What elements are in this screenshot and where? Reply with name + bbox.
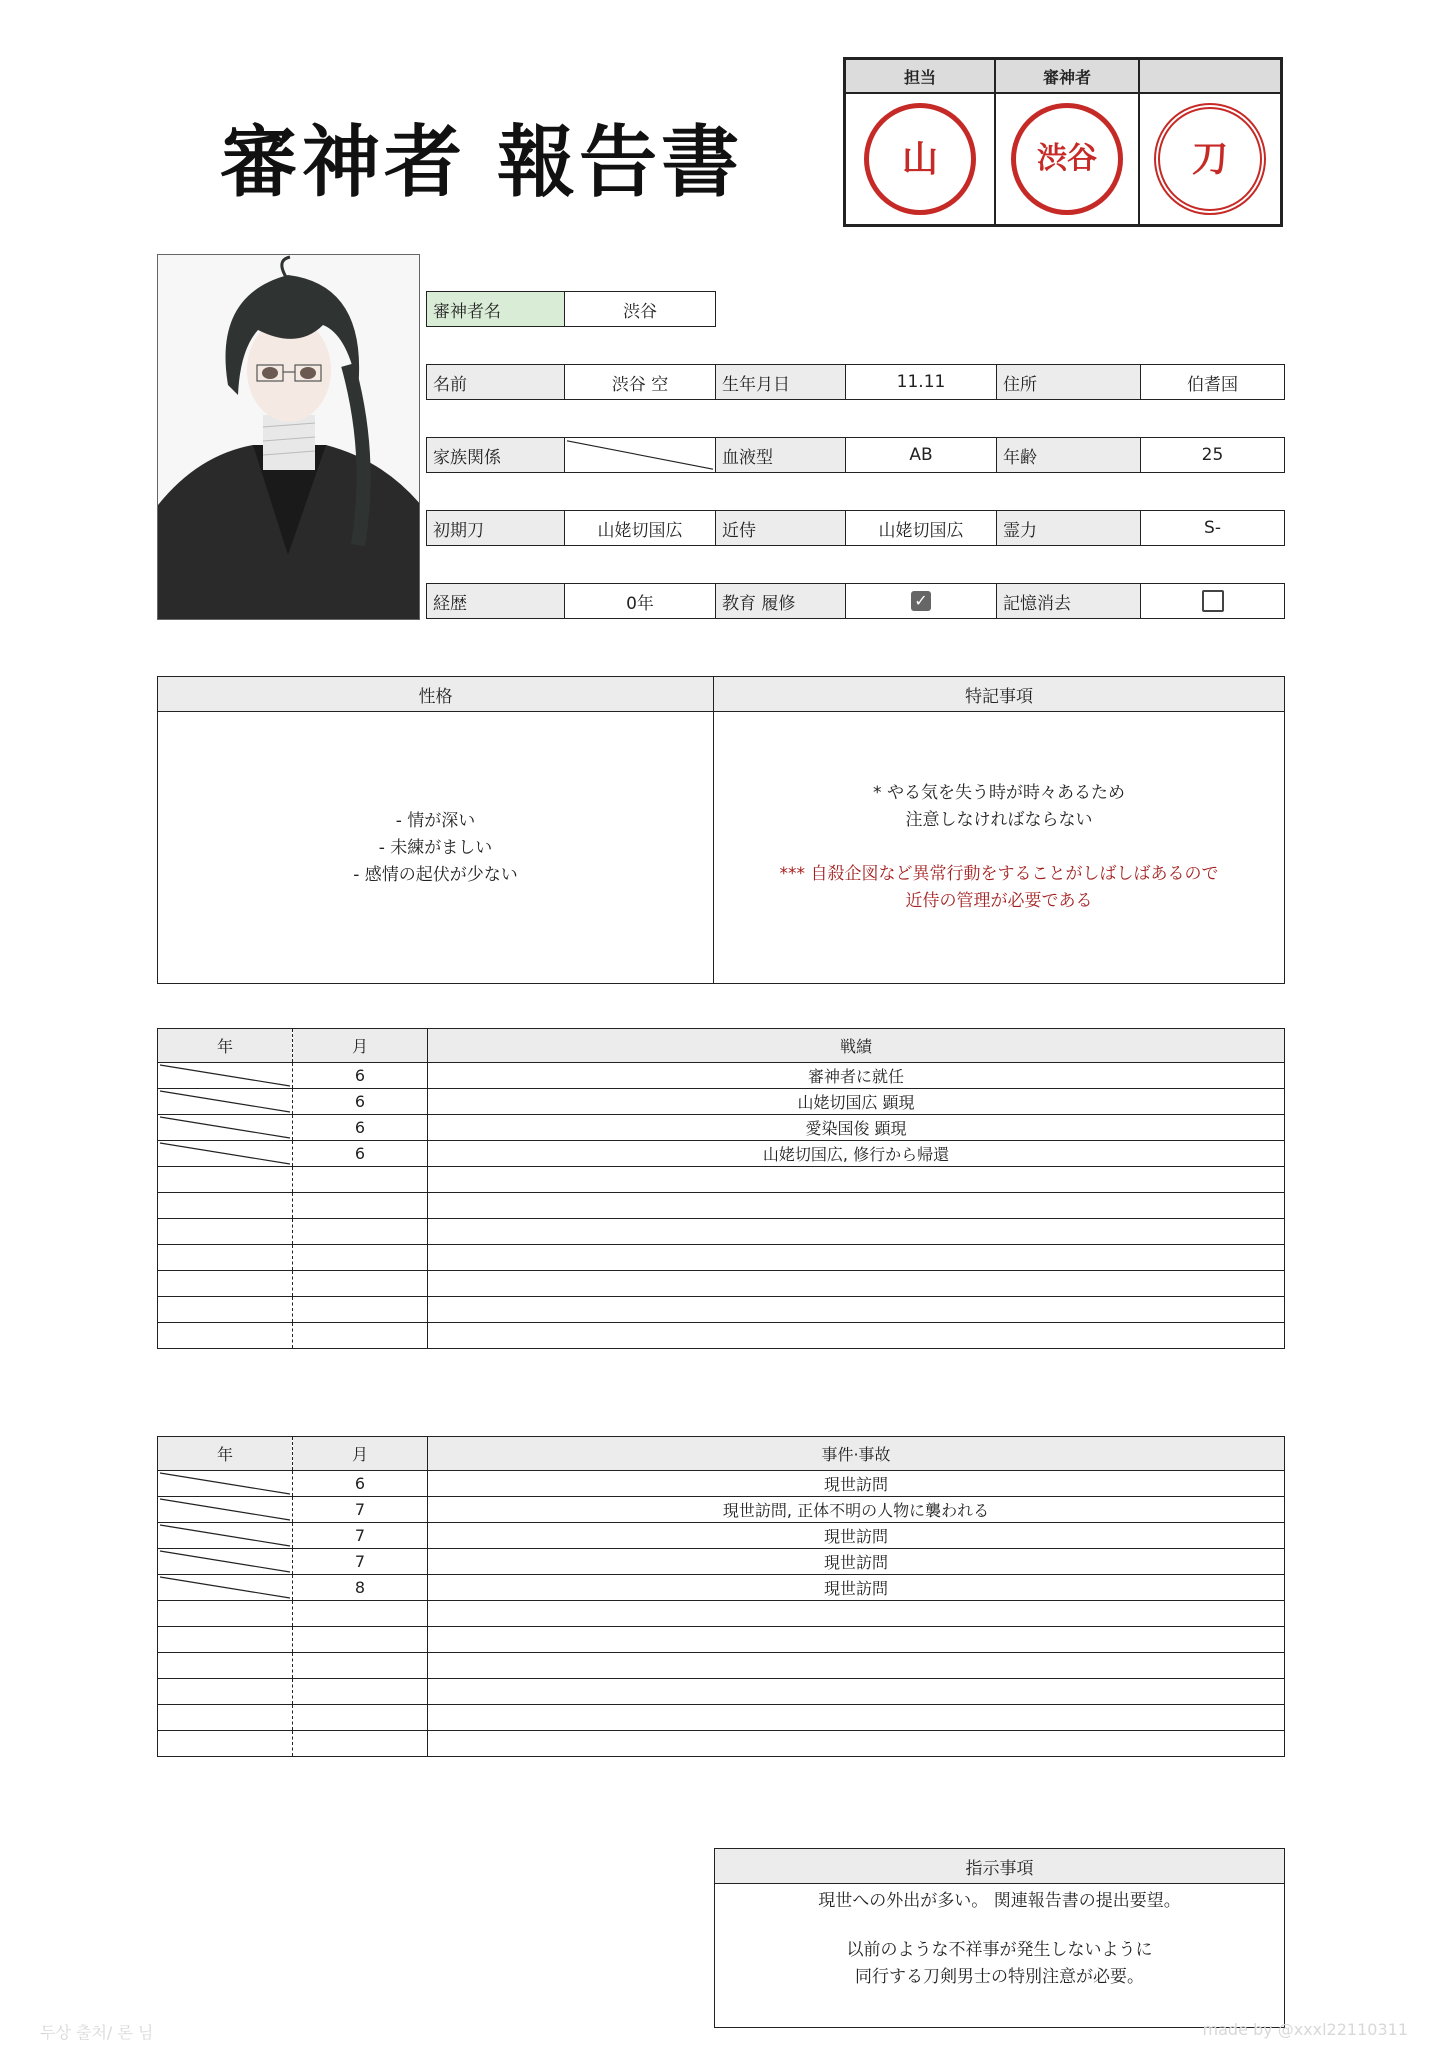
- blood-type-value: AB: [845, 437, 997, 473]
- spirit-power-value: S-: [1140, 510, 1285, 546]
- month-cell: 6: [293, 1115, 428, 1141]
- month-cell: 7: [293, 1549, 428, 1575]
- year-cell: [158, 1731, 293, 1757]
- approval-stamp-box: [843, 57, 1283, 227]
- empty-table-row: [158, 1245, 1285, 1271]
- footer-credit-left: 두상 출처/ 론 님: [40, 2023, 154, 2042]
- name-value: 渋谷 空: [564, 364, 716, 400]
- name-label: 名前: [426, 364, 565, 400]
- instruction-line: 現世への外出が多い。 関連報告書の提出要望。: [818, 1891, 1181, 1911]
- month-cell: [293, 1219, 428, 1245]
- page-title: 審神者 報告書: [220, 117, 744, 208]
- memory-erase-checkbox-cell: [1140, 583, 1285, 619]
- year-cell: [158, 1219, 293, 1245]
- year-cell-slashed: [158, 1575, 293, 1601]
- empty-table-row: [158, 1219, 1285, 1245]
- seal-saniwa: [996, 94, 1140, 224]
- empty-table-row: [158, 1297, 1285, 1323]
- table-row: [158, 1063, 1285, 1089]
- family-value-slashed: [564, 437, 716, 473]
- family-label: 家族関係: [426, 437, 565, 473]
- personality-section: [158, 677, 714, 983]
- year-cell: [158, 1167, 293, 1193]
- note-line: * やる気を失う時が時々あるため: [873, 783, 1125, 803]
- address-label: 住所: [996, 364, 1141, 400]
- year-cell: [158, 1245, 293, 1271]
- month-cell: [293, 1653, 428, 1679]
- note-warning-line: 近侍の管理が必要である: [905, 891, 1093, 911]
- empty-table-row: [158, 1679, 1285, 1705]
- spirit-power-label: 霊力: [996, 510, 1141, 546]
- table-row: [158, 1549, 1285, 1575]
- month-cell: [293, 1679, 428, 1705]
- instructions-box: [714, 1848, 1285, 2028]
- event-cell: 愛染国俊 顕現: [428, 1115, 1285, 1141]
- saniwa-name-value: 渋谷: [564, 291, 716, 327]
- month-cell: 6: [293, 1471, 428, 1497]
- month-cell: 6: [293, 1089, 428, 1115]
- year-header: 年: [158, 1029, 293, 1063]
- month-cell: [293, 1323, 428, 1349]
- incidents-table: [157, 1436, 1285, 1757]
- achievements-header: 戦績: [428, 1029, 1285, 1063]
- event-cell: [428, 1271, 1285, 1297]
- special-notes-text: [714, 780, 1284, 915]
- event-cell: [428, 1297, 1285, 1323]
- event-cell: 山姥切国広, 修行から帰還: [428, 1141, 1285, 1167]
- table-row: [158, 1497, 1285, 1523]
- instruction-line: 同行する刀剣男士の特別注意が必要。: [855, 1967, 1144, 1987]
- year-cell: [158, 1653, 293, 1679]
- event-cell: 現世訪問: [428, 1471, 1285, 1497]
- personality-line: - 感情の起伏が少ない: [353, 865, 518, 885]
- blood-type-label: 血液型: [715, 437, 846, 473]
- year-cell: [158, 1323, 293, 1349]
- event-cell: 山姥切国広 顕現: [428, 1089, 1285, 1115]
- event-cell: 審神者に就任: [428, 1063, 1285, 1089]
- event-cell: [428, 1323, 1285, 1349]
- event-cell: [428, 1653, 1285, 1679]
- month-cell: [293, 1297, 428, 1323]
- personality-header: 性格: [158, 677, 713, 712]
- incidents-header: 事件·事故: [428, 1437, 1285, 1471]
- personality-text: [158, 808, 713, 889]
- instruction-line: 以前のような不祥事が発生しないように: [846, 1940, 1153, 1960]
- portrait-image: [157, 254, 420, 620]
- event-cell: [428, 1193, 1285, 1219]
- year-cell: [158, 1193, 293, 1219]
- year-cell: [158, 1601, 293, 1627]
- event-cell: 現世訪問: [428, 1575, 1285, 1601]
- education-label: 教育 履修: [715, 583, 846, 619]
- birthday-label: 生年月日: [715, 364, 846, 400]
- event-cell: 現世訪問: [428, 1523, 1285, 1549]
- month-cell: 8: [293, 1575, 428, 1601]
- personality-notes-box: [157, 676, 1285, 984]
- seal-third: [1140, 94, 1280, 224]
- event-cell: 現世訪問, 正体不明の人物に襲われる: [428, 1497, 1285, 1523]
- education-checkbox-cell: [845, 583, 997, 619]
- year-cell: [158, 1297, 293, 1323]
- year-cell-slashed: [158, 1141, 293, 1167]
- special-notes-header: 特記事項: [714, 677, 1284, 712]
- month-cell: 7: [293, 1497, 428, 1523]
- personality-line: - 未練がましい: [378, 838, 493, 858]
- year-cell: [158, 1271, 293, 1297]
- empty-table-row: [158, 1705, 1285, 1731]
- career-value: 0年: [564, 583, 716, 619]
- event-cell: [428, 1167, 1285, 1193]
- empty-table-row: [158, 1627, 1285, 1653]
- approval-header-blank: [1140, 60, 1280, 94]
- table-row: [158, 1471, 1285, 1497]
- empty-table-row: [158, 1323, 1285, 1349]
- event-cell: 現世訪問: [428, 1549, 1285, 1575]
- event-cell: [428, 1705, 1285, 1731]
- month-header: 月: [293, 1029, 428, 1063]
- event-cell: [428, 1627, 1285, 1653]
- education-checkbox[interactable]: ✓: [911, 591, 931, 611]
- saniwa-name-label: 審神者名: [426, 291, 565, 327]
- seal-sword-icon: 刀: [1154, 103, 1266, 215]
- birthday-value: 11.11: [845, 364, 997, 400]
- address-value: 伯耆国: [1140, 364, 1285, 400]
- month-cell: [293, 1731, 428, 1757]
- month-cell: 7: [293, 1523, 428, 1549]
- approval-header-tanto: 担当: [846, 60, 996, 94]
- instructions-text: [715, 1888, 1284, 1991]
- seal-mountain-icon: ⼭: [864, 103, 976, 215]
- approval-header-saniwa: 審神者: [996, 60, 1140, 94]
- initial-sword-value: 山姥切国広: [564, 510, 716, 546]
- event-cell: [428, 1245, 1285, 1271]
- year-cell-slashed: [158, 1089, 293, 1115]
- note-line: 注意しなければならない: [905, 810, 1093, 830]
- month-cell: [293, 1271, 428, 1297]
- month-header: 月: [293, 1437, 428, 1471]
- table-row: [158, 1089, 1285, 1115]
- month-cell: 6: [293, 1141, 428, 1167]
- empty-table-row: [158, 1193, 1285, 1219]
- month-cell: [293, 1705, 428, 1731]
- kinji-label: 近侍: [715, 510, 846, 546]
- personality-line: - 情が深い: [395, 811, 476, 831]
- year-cell: [158, 1679, 293, 1705]
- year-cell-slashed: [158, 1497, 293, 1523]
- month-cell: 6: [293, 1063, 428, 1089]
- month-cell: [293, 1627, 428, 1653]
- age-label: 年齢: [996, 437, 1141, 473]
- special-notes-section: [714, 677, 1284, 983]
- table-row: [158, 1141, 1285, 1167]
- empty-table-row: [158, 1271, 1285, 1297]
- year-cell: [158, 1627, 293, 1653]
- year-cell-slashed: [158, 1471, 293, 1497]
- career-label: 経歴: [426, 583, 565, 619]
- year-cell-slashed: [158, 1063, 293, 1089]
- empty-table-row: [158, 1167, 1285, 1193]
- year-cell-slashed: [158, 1549, 293, 1575]
- month-cell: [293, 1601, 428, 1627]
- event-cell: [428, 1731, 1285, 1757]
- table-row: [158, 1115, 1285, 1141]
- seal-shibuya-icon: 渋谷: [1011, 103, 1123, 215]
- note-warning-line: *** 自殺企図など異常行動をすることがしばしばあるので: [779, 864, 1219, 884]
- event-cell: [428, 1219, 1285, 1245]
- character-portrait-icon: [158, 255, 420, 620]
- month-cell: [293, 1245, 428, 1271]
- initial-sword-label: 初期刀: [426, 510, 565, 546]
- month-cell: [293, 1193, 428, 1219]
- event-cell: [428, 1601, 1285, 1627]
- seal-tanto: [846, 94, 996, 224]
- achievements-table: [157, 1028, 1285, 1349]
- footer-credit-right: made by @xxxl22110311: [1202, 2020, 1408, 2039]
- year-cell: [158, 1705, 293, 1731]
- event-cell: [428, 1679, 1285, 1705]
- empty-table-row: [158, 1653, 1285, 1679]
- instructions-header: 指示事項: [715, 1849, 1284, 1884]
- empty-table-row: [158, 1601, 1285, 1627]
- table-row: [158, 1575, 1285, 1601]
- year-cell-slashed: [158, 1115, 293, 1141]
- year-cell-slashed: [158, 1523, 293, 1549]
- kinji-value: 山姥切国広: [845, 510, 997, 546]
- memory-erase-checkbox[interactable]: [1202, 590, 1224, 612]
- empty-table-row: [158, 1731, 1285, 1757]
- table-row: [158, 1523, 1285, 1549]
- year-header: 年: [158, 1437, 293, 1471]
- age-value: 25: [1140, 437, 1285, 473]
- month-cell: [293, 1167, 428, 1193]
- memory-erase-label: 記憶消去: [996, 583, 1141, 619]
